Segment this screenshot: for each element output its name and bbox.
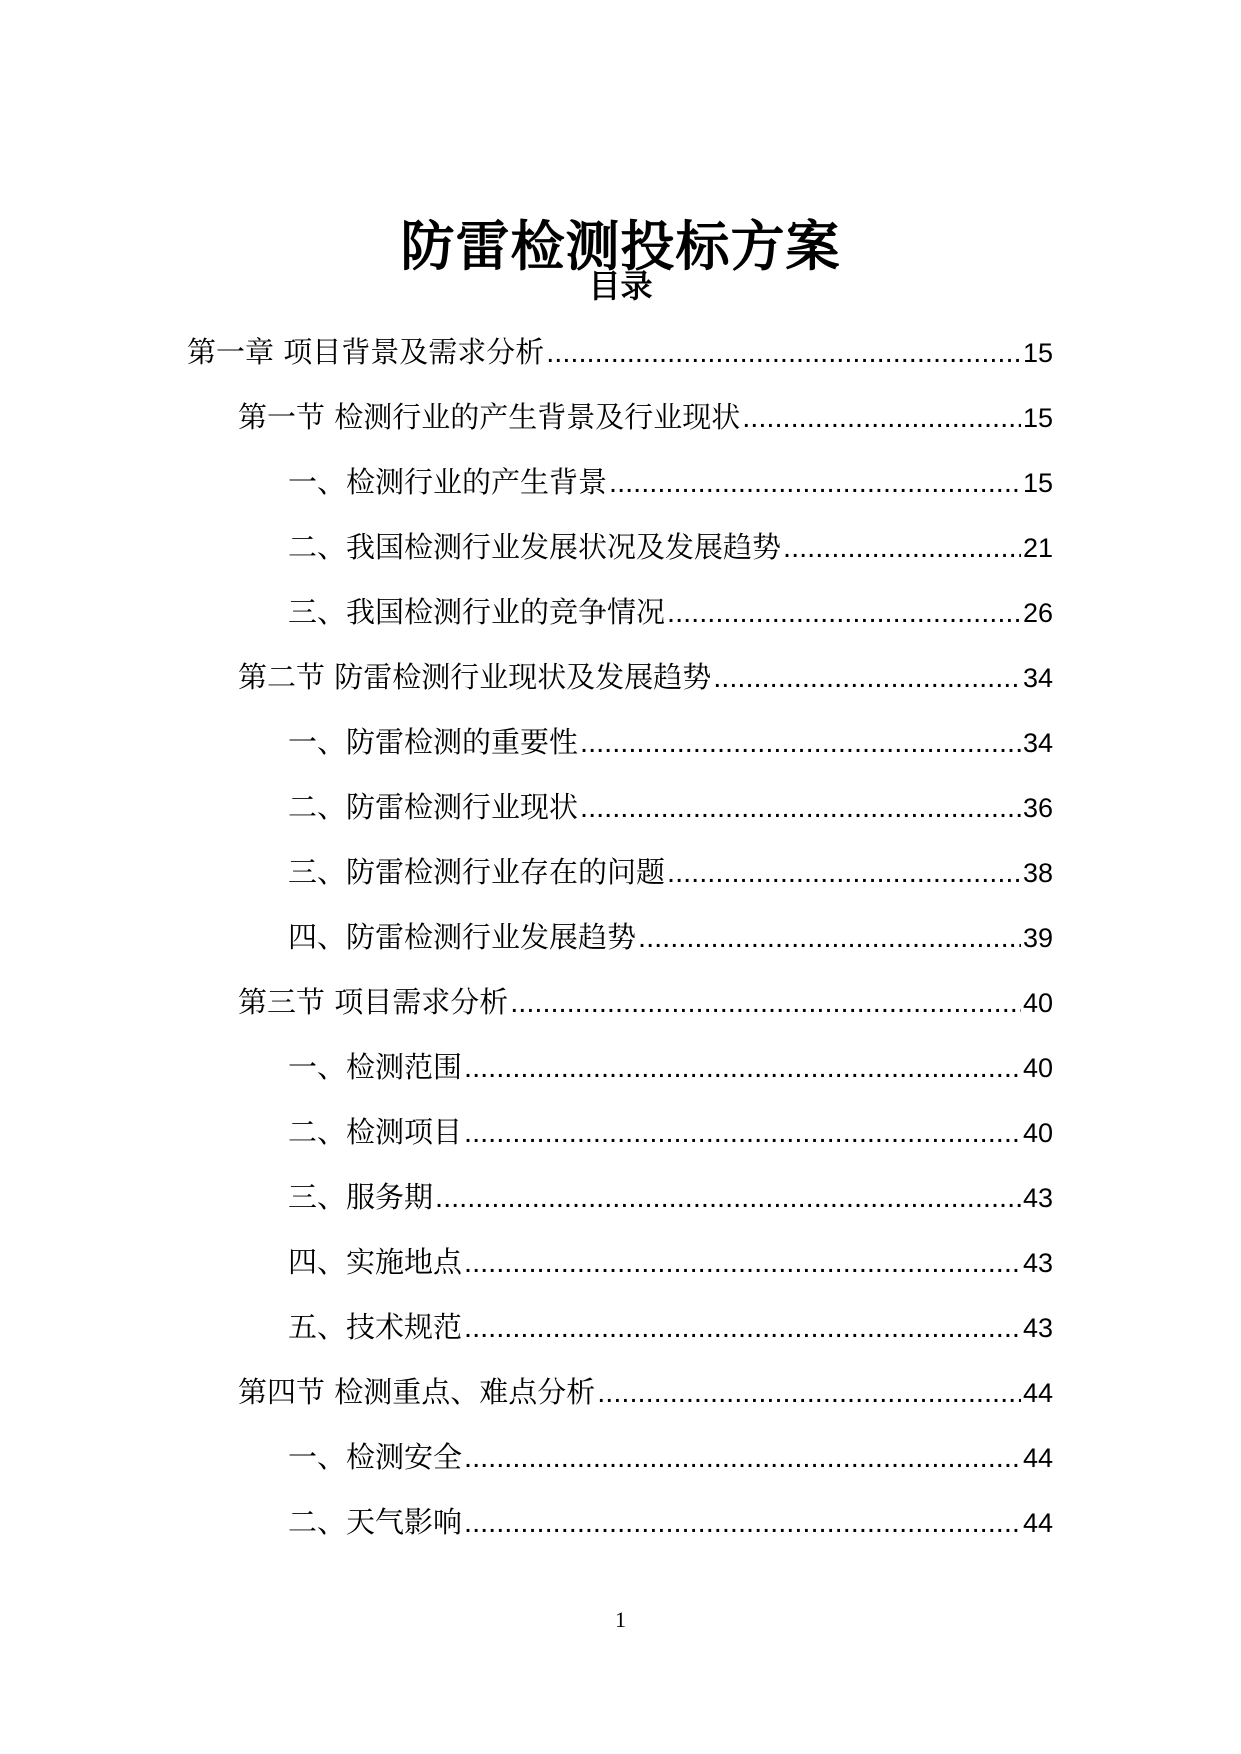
toc-entry-section-4[interactable] <box>238 1370 1053 1435</box>
toc-entry-item[interactable] <box>288 1240 1053 1305</box>
toc-entry-page: 40 <box>1022 988 1053 1018</box>
toc-entry-item[interactable] <box>288 1045 1053 1110</box>
table-of-contents <box>0 330 1241 1565</box>
toc-entry-label: 一、检测安全 <box>288 1440 463 1474</box>
toc-entry-item[interactable] <box>288 1305 1053 1370</box>
page-number: 1 <box>615 1607 626 1632</box>
toc-entry-label: 第二节 防雷检测行业现状及发展趋势 <box>238 660 712 694</box>
toc-entry-label: 一、检测范围 <box>288 1050 463 1084</box>
toc-entry-label: 第三节 项目需求分析 <box>238 985 509 1019</box>
toc-entry-label: 四、实施地点 <box>288 1245 463 1279</box>
toc-entry-label: 一、检测行业的产生背景 <box>288 465 608 499</box>
toc-entry-label: 第一节 检测行业的产生背景及行业现状 <box>238 400 741 434</box>
toc-entry-page: 43 <box>1022 1183 1053 1213</box>
toc-entry-label: 五、技术规范 <box>288 1310 463 1344</box>
toc-dot-leader <box>464 1501 1021 1545</box>
toc-dot-leader <box>546 331 1021 375</box>
toc-entry-item[interactable] <box>288 1110 1053 1175</box>
toc-dot-leader <box>464 1436 1021 1480</box>
toc-entry-section-2[interactable] <box>238 655 1053 720</box>
toc-entry-page: 15 <box>1022 468 1053 498</box>
toc-entry-label: 一、防雷检测的重要性 <box>288 725 579 759</box>
toc-entry-item[interactable] <box>288 1175 1053 1240</box>
toc-entry-page: 43 <box>1022 1248 1053 1278</box>
toc-entry-page: 38 <box>1022 858 1053 888</box>
toc-entry-page: 15 <box>1022 338 1053 368</box>
toc-dot-leader <box>510 981 1021 1025</box>
toc-heading: 目录 <box>588 267 653 305</box>
toc-entry-label: 二、我国检测行业发展状况及发展趋势 <box>288 530 782 564</box>
toc-entry-label: 第一章 项目背景及需求分析 <box>187 335 545 369</box>
toc-entry-label: 二、防雷检测行业现状 <box>288 790 579 824</box>
toc-dot-leader <box>609 461 1021 505</box>
toc-entry-page: 44 <box>1022 1378 1053 1408</box>
toc-entry-page: 15 <box>1022 403 1053 433</box>
toc-dot-leader <box>464 1111 1021 1155</box>
toc-entry-item[interactable] <box>288 785 1053 850</box>
toc-dot-leader <box>464 1306 1021 1350</box>
toc-entry-page: 44 <box>1022 1508 1053 1538</box>
toc-entry-page: 34 <box>1022 663 1053 693</box>
toc-entry-label: 二、检测项目 <box>288 1115 463 1149</box>
toc-dot-leader <box>742 396 1021 440</box>
toc-entry-section-3[interactable] <box>238 980 1053 1045</box>
toc-entry-chapter-1[interactable] <box>187 330 1053 395</box>
toc-entry-item[interactable] <box>288 1435 1053 1500</box>
toc-entry-page: 40 <box>1022 1053 1053 1083</box>
toc-entry-page: 34 <box>1022 728 1053 758</box>
toc-entry-item[interactable] <box>288 915 1053 980</box>
toc-entry-label: 三、服务期 <box>288 1180 434 1214</box>
toc-entry-item[interactable] <box>288 590 1053 655</box>
toc-entry-page: 40 <box>1022 1118 1053 1148</box>
toc-entry-page: 21 <box>1022 533 1053 563</box>
toc-entry-item[interactable] <box>288 850 1053 915</box>
toc-entry-page: 44 <box>1022 1443 1053 1473</box>
toc-dot-leader <box>464 1241 1021 1285</box>
toc-entry-section-1[interactable] <box>238 395 1053 460</box>
toc-entry-page: 26 <box>1022 598 1053 628</box>
toc-dot-leader <box>713 656 1021 700</box>
toc-dot-leader <box>667 591 1021 635</box>
toc-entry-item[interactable] <box>288 460 1053 525</box>
toc-entry-item[interactable] <box>288 525 1053 590</box>
toc-dot-leader <box>783 526 1021 570</box>
toc-entry-label: 第四节 检测重点、难点分析 <box>238 1375 596 1409</box>
toc-dot-leader <box>580 786 1021 830</box>
toc-dot-leader <box>464 1046 1021 1090</box>
toc-dot-leader <box>667 851 1021 895</box>
toc-entry-label: 三、我国检测行业的竞争情况 <box>288 595 666 629</box>
toc-entry-label: 三、防雷检测行业存在的问题 <box>288 855 666 889</box>
document-title: 防雷检测投标方案 <box>400 215 841 279</box>
toc-dot-leader <box>597 1371 1021 1415</box>
toc-entry-page: 36 <box>1022 793 1053 823</box>
toc-entry-item[interactable] <box>288 1500 1053 1565</box>
toc-dot-leader <box>435 1176 1021 1220</box>
toc-entry-label: 四、防雷检测行业发展趋势 <box>288 920 637 954</box>
toc-entry-label: 二、天气影响 <box>288 1505 463 1539</box>
toc-entry-item[interactable] <box>288 720 1053 785</box>
toc-dot-leader <box>638 916 1021 960</box>
toc-entry-page: 39 <box>1022 923 1053 953</box>
toc-entry-page: 43 <box>1022 1313 1053 1343</box>
toc-dot-leader <box>580 721 1021 765</box>
